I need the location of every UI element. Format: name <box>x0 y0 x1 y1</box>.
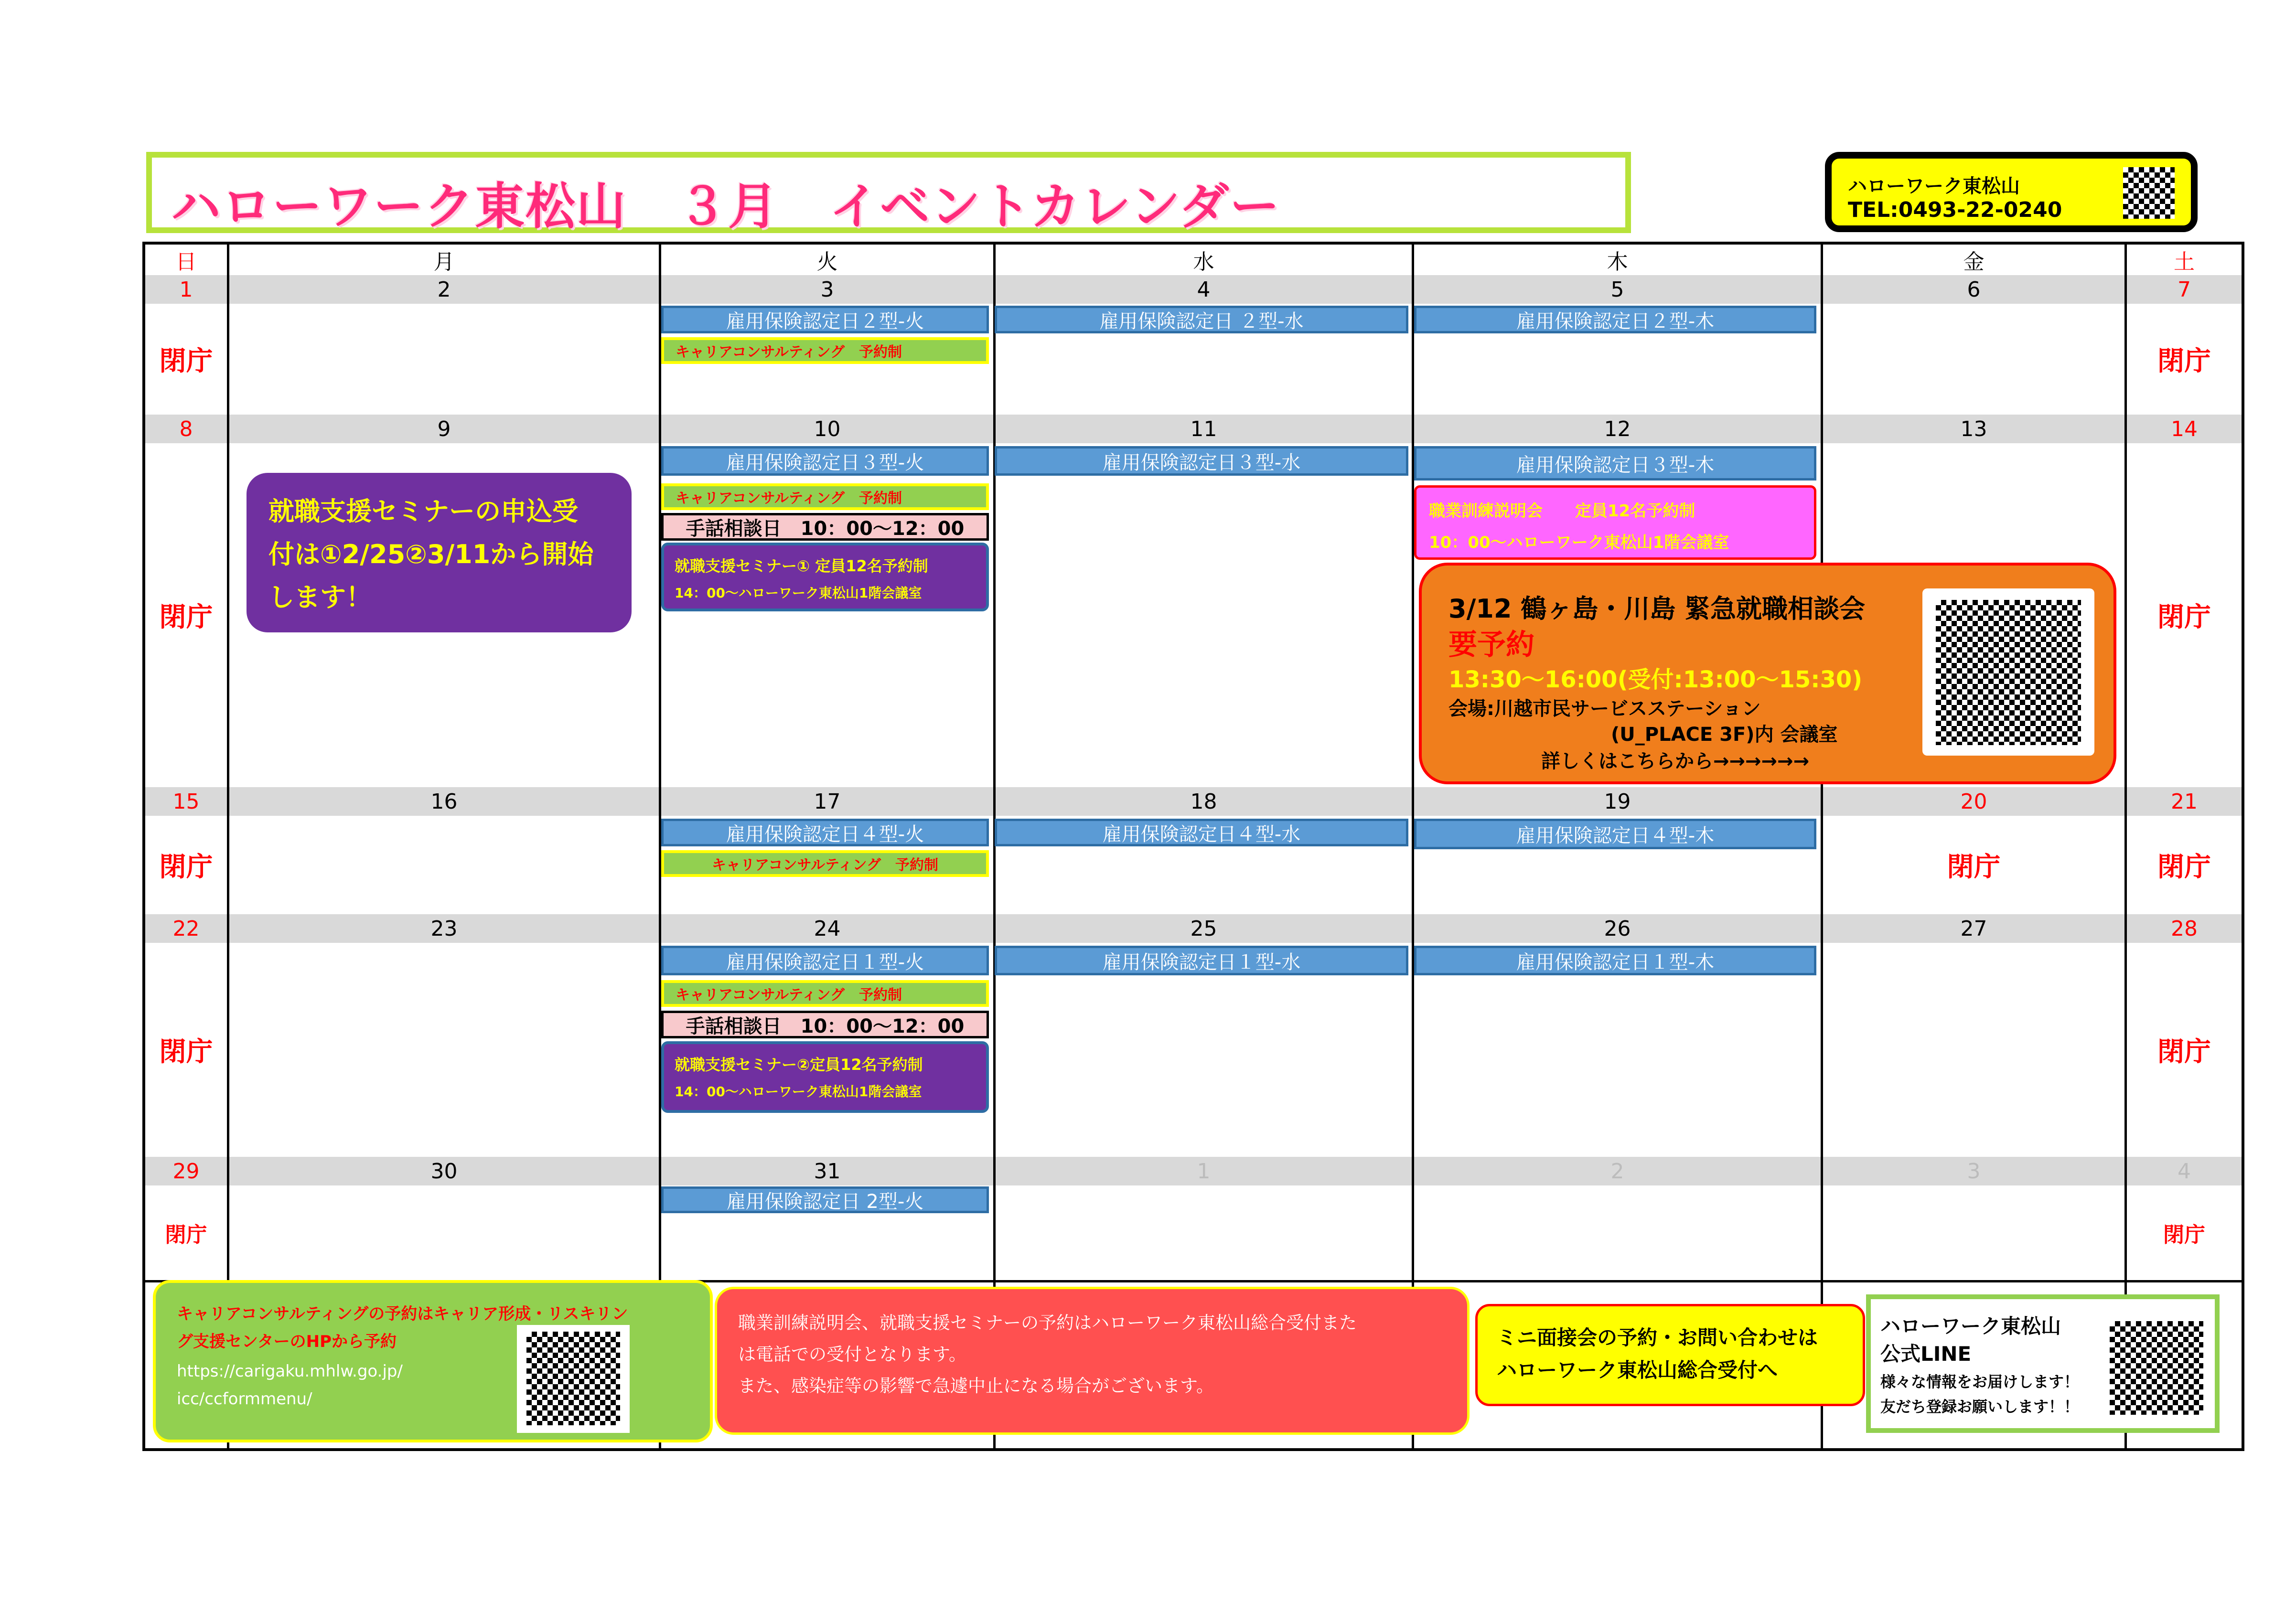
date-cell: 31 <box>661 1157 996 1185</box>
qr-code-icon[interactable] <box>526 1332 620 1425</box>
date-cell: 19 <box>1414 787 1823 816</box>
date-cell: 3 <box>1823 1157 2127 1185</box>
notice-line: 職業訓練説明会、就職支援セミナーの予約はハローワーク東松山総合受付また <box>738 1313 1357 1333</box>
date-cell: 4 <box>2178 1159 2191 1184</box>
seminar-application-notice <box>247 473 632 632</box>
kunren-title: 職業訓練説明会 定員12名予約制 <box>1429 502 1695 521</box>
notice-line: グ支援センターのHPから予約 <box>177 1332 397 1351</box>
date-cell: 17 <box>661 787 996 816</box>
contact-tel: TEL:0493-22-0240 <box>1848 198 2062 222</box>
consultation-venue-room: (U_PLACE 3F)内 会議室 <box>1611 724 1838 746</box>
date-cell: 2 <box>1414 1157 1823 1185</box>
date-cell: 20 <box>1823 787 2127 816</box>
seminar-title: 就職支援セミナー① 定員12名予約制 <box>675 557 928 575</box>
date-cell: 2 <box>229 275 661 304</box>
line-title: ハローワーク東松山 <box>1880 1314 2061 1338</box>
event-koyo-hoken[interactable]: 雇用保険認定日３型-水 <box>995 446 1408 476</box>
url-line[interactable]: icc/ccformmenu/ <box>177 1389 312 1409</box>
date-row-week5 <box>145 1157 2242 1188</box>
line-subtitle: 公式LINE <box>1880 1342 1972 1366</box>
title-box <box>146 152 1631 233</box>
date-cell: 10 <box>661 415 996 443</box>
day-cell <box>229 816 661 914</box>
day-cell <box>229 1185 661 1280</box>
event-career-consulting[interactable]: キャリアコンサルティング 予約制 <box>661 850 989 877</box>
contact-box <box>1825 152 2198 232</box>
event-koyo-hoken[interactable]: 雇用保険認定日２型-火 <box>661 306 989 333</box>
day-cell <box>1823 1185 2127 1280</box>
date-cell: 5 <box>1414 275 1823 304</box>
date-row-week1 <box>145 275 2242 306</box>
contact-name: ハローワーク東松山 <box>1848 175 2020 197</box>
date-cell: 15 <box>145 787 229 816</box>
date-cell: 22 <box>145 914 229 943</box>
qr-code-icon[interactable] <box>1936 600 2081 745</box>
event-koyo-hoken[interactable]: 雇用保険認定日３型-火 <box>661 446 989 476</box>
event-seminar[interactable] <box>661 543 989 611</box>
consultation-time: 13:30〜16:00(受付:13:00〜15:30) <box>1448 666 1863 693</box>
closed-label: 閉庁 <box>2157 852 2211 883</box>
date-cell: 24 <box>661 914 996 943</box>
date-cell: 1 <box>145 275 229 304</box>
closed-label: 閉庁 <box>2157 1036 2211 1068</box>
date-cell: 18 <box>996 787 1414 816</box>
event-koyo-hoken[interactable]: 雇用保険認定日１型-火 <box>661 946 989 975</box>
weekday-sun: 日 <box>145 245 229 275</box>
event-koyo-hoken[interactable]: 雇用保険認定日４型-木 <box>1414 819 1816 849</box>
url-line[interactable]: https://carigaku.mhlw.go.jp/ <box>177 1362 403 1381</box>
mini-interview-notice <box>1475 1304 1865 1406</box>
date-cell: 14 <box>2171 416 2198 441</box>
qr-code-icon[interactable] <box>2110 1321 2203 1415</box>
weekday-tue: 火 <box>661 245 996 275</box>
body-row-week5 <box>145 1185 2242 1282</box>
day-cell <box>229 304 661 415</box>
date-cell: 12 <box>1414 415 1823 443</box>
day-cell <box>1823 304 2127 415</box>
notice-line: は電話での受付となります。 <box>738 1344 967 1365</box>
details-link[interactable]: 詳しくはこちらから→→→→→→ <box>1541 750 1810 772</box>
date-cell: 7 <box>2178 277 2191 302</box>
notice-line: また、感染症等の影響で急遽中止になる場合がございます。 <box>738 1376 1214 1396</box>
closed-label: 閉庁 <box>2157 602 2211 633</box>
notice-line: ミニ面接会の予約・お問い合わせは <box>1497 1326 1818 1349</box>
event-career-consulting[interactable]: キャリアコンサルティング 予約制 <box>661 337 989 364</box>
consultation-venue: 会場:川越市民サービスステーション <box>1448 698 1761 720</box>
date-row-week2 <box>145 415 2242 446</box>
consultation-title: 3/12 鶴ヶ島・川島 緊急就職相談会 <box>1448 594 1866 624</box>
event-koyo-hoken[interactable]: 雇用保険認定日１型-水 <box>995 946 1408 975</box>
date-cell: 26 <box>1414 914 1823 943</box>
notice-line: 就職支援セミナーの申込受 <box>268 496 578 526</box>
event-career-consulting[interactable]: キャリアコンサルティング 予約制 <box>661 483 989 510</box>
line-text: 友だち登録お願いします！！ <box>1880 1398 2080 1416</box>
event-koyo-hoken[interactable]: 雇用保険認定日 ２型-水 <box>995 306 1408 333</box>
date-cell: 4 <box>996 275 1414 304</box>
event-shuwa-consultation[interactable]: 手話相談日 10：00〜12：00 <box>661 513 989 541</box>
date-cell: 21 <box>2171 789 2198 814</box>
page-title: ハローワーク東松山 ３月 イベントカレンダー <box>171 177 1281 235</box>
seminar-venue: 14：00〜ハローワーク東松山1階会議室 <box>675 585 922 601</box>
weekday-fri: 金 <box>1823 245 2127 275</box>
date-row-week3 <box>145 787 2242 818</box>
date-cell: 3 <box>661 275 996 304</box>
notice-line: します！ <box>268 582 372 612</box>
notice-line: 付は①2/25②3/11から開始 <box>268 539 594 569</box>
date-cell: 8 <box>145 415 229 443</box>
qr-code-icon[interactable] <box>2123 167 2175 219</box>
closed-label: 閉庁 <box>145 304 229 415</box>
closed-label: 閉庁 <box>2163 1223 2205 1247</box>
line-text: 様々な情報をお届けします！ <box>1880 1373 2080 1391</box>
notice-line: キャリアコンサルティングの予約はキャリア形成・リスキリン <box>177 1304 628 1324</box>
career-consulting-notice <box>153 1280 713 1442</box>
weekday-mon: 月 <box>229 245 661 275</box>
event-shuwa-consultation[interactable]: 手話相談日 10：00〜12：00 <box>661 1011 989 1038</box>
closed-label: 閉庁 <box>2157 346 2211 377</box>
reservation-required: 要予約 <box>1448 628 1534 662</box>
seminar-venue: 14：00〜ハローワーク東松山1階会議室 <box>675 1084 922 1100</box>
day-cell <box>229 943 661 1157</box>
date-cell: 29 <box>145 1157 229 1185</box>
qr-code-frame <box>1922 588 2094 756</box>
day-cell <box>1414 1185 1823 1280</box>
reservation-notice <box>715 1287 1470 1435</box>
date-cell: 11 <box>996 415 1414 443</box>
kunren-venue: 10：00〜ハローワーク東松山1階会議室 <box>1429 533 1729 552</box>
date-cell: 28 <box>2171 916 2198 941</box>
day-cell <box>1823 943 2127 1157</box>
day-cell <box>996 1185 1414 1280</box>
event-koyo-hoken[interactable]: 雇用保険認定日１型-木 <box>1414 946 1816 975</box>
closed-label: 閉庁 <box>145 443 229 787</box>
event-seminar[interactable] <box>661 1041 989 1113</box>
closed-label: 閉庁 <box>1823 816 2127 914</box>
event-vocational-training[interactable] <box>1414 485 1816 560</box>
career-url[interactable] <box>177 1357 403 1413</box>
day-cell <box>996 443 1414 787</box>
date-cell: 25 <box>996 914 1414 943</box>
date-cell: 16 <box>229 787 661 816</box>
event-koyo-hoken[interactable]: 雇用保険認定日 2型-火 <box>661 1186 989 1213</box>
weekday-header-row <box>145 245 2242 278</box>
calendar-grid <box>142 242 2244 1451</box>
date-cell: 6 <box>1823 275 2127 304</box>
date-cell: 13 <box>1823 415 2127 443</box>
closed-label: 閉庁 <box>145 816 229 914</box>
closed-label: 閉庁 <box>145 943 229 1157</box>
closed-label: 閉庁 <box>145 1185 229 1280</box>
qr-code-frame <box>517 1325 630 1433</box>
date-cell: 23 <box>229 914 661 943</box>
event-koyo-hoken[interactable]: 雇用保険認定日２型-木 <box>1414 306 1816 333</box>
emergency-consultation-box[interactable] <box>1419 563 2116 784</box>
weekday-wed: 水 <box>996 245 1414 275</box>
date-cell: 27 <box>1823 914 2127 943</box>
seminar-title: 就職支援セミナー②定員12名予約制 <box>675 1056 923 1074</box>
event-koyo-hoken[interactable]: 雇用保険認定日３型-木 <box>1414 446 1816 480</box>
event-koyo-hoken[interactable]: 雇用保険認定日４型-水 <box>995 819 1408 846</box>
event-career-consulting[interactable]: キャリアコンサルティング 予約制 <box>661 980 989 1007</box>
date-row-week4 <box>145 914 2242 945</box>
notice-line: ハローワーク東松山総合受付へ <box>1497 1358 1778 1382</box>
date-cell: 30 <box>229 1157 661 1185</box>
weekday-sat: 土 <box>2174 250 2195 274</box>
event-koyo-hoken[interactable]: 雇用保険認定日４型-火 <box>661 819 989 846</box>
date-cell: 9 <box>229 415 661 443</box>
weekday-thu: 木 <box>1414 245 1823 275</box>
date-cell: 1 <box>996 1157 1414 1185</box>
official-line-box <box>1866 1294 2220 1433</box>
